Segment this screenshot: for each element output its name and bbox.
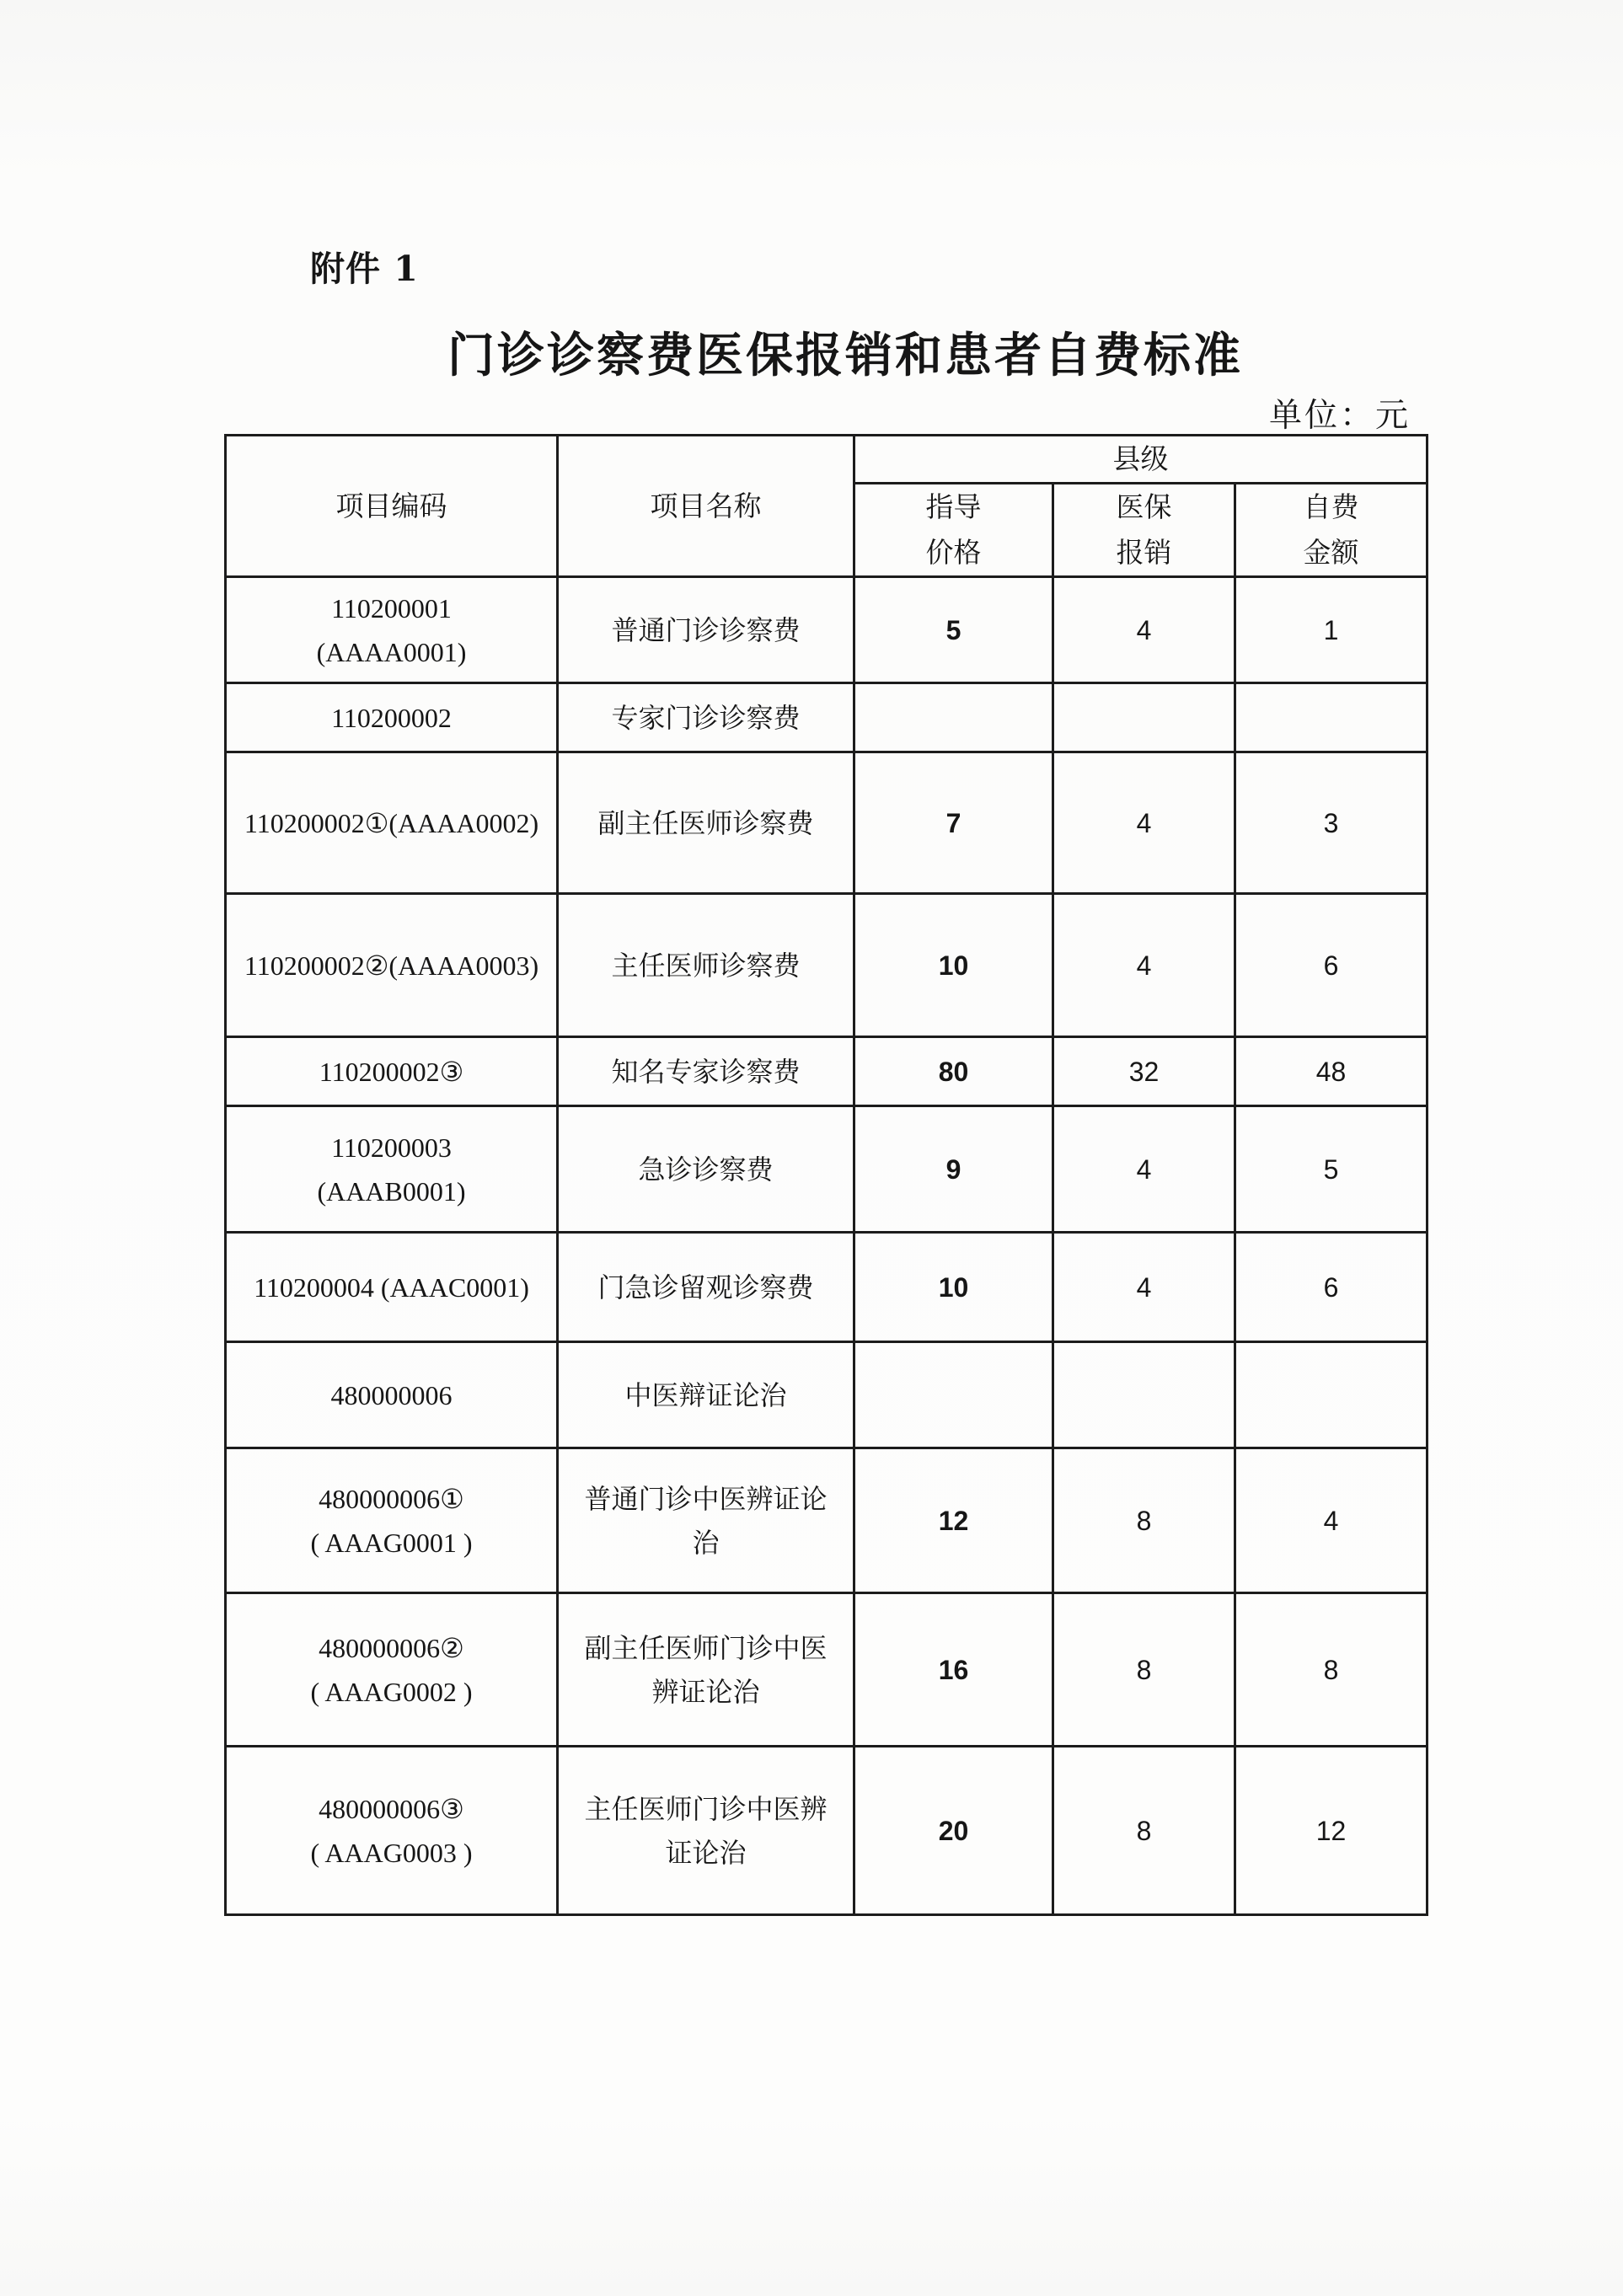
cell-name [558,1342,854,1448]
code-line: (AAAB0001) [317,1175,466,1207]
cell-insurance: 4 [1053,1233,1235,1342]
code-line: ( AAAG0001 ) [310,1527,473,1558]
header-line: 医保 [1116,490,1172,523]
name-line: 副主任医师诊察费 [597,806,814,839]
code-line: 110200002②(AAAA0003) [244,950,539,981]
cell-guide-price [854,1342,1053,1448]
cell-code [226,683,558,752]
cell-code [226,1106,558,1233]
code-line: 110200002①(AAAA0002) [244,807,539,838]
code-line: 110200001 [331,592,452,624]
cell-code [226,894,558,1037]
cell-code [226,577,558,683]
cell-self-pay [1235,1342,1427,1448]
cell-self-pay: 1 [1235,577,1427,683]
table-row [226,1342,1427,1448]
cell-guide-price: 80 [854,1037,1053,1106]
cell-self-pay [1235,683,1427,752]
cell-name [558,577,854,683]
cell-insurance: 4 [1053,1106,1235,1233]
code-line: ( AAAG0003 ) [310,1837,473,1868]
cell-code [226,1747,558,1915]
cell-self-pay: 6 [1235,894,1427,1037]
cell-code [226,752,558,894]
cell-insurance [1053,1342,1235,1448]
fee-standard-table [224,434,1428,1916]
cell-guide-price: 16 [854,1593,1053,1747]
table-row [226,1106,1427,1233]
column-header-code: 项目编码 [226,436,558,577]
name-line: 主任医师门诊中医辨 [584,1792,828,1825]
code-line: 110200002 [331,702,452,733]
cell-name [558,1106,854,1233]
column-header-county-level: 县级 [854,436,1427,484]
cell-guide-price: 20 [854,1747,1053,1915]
header-line: 指导 [925,490,982,523]
cell-insurance: 4 [1053,577,1235,683]
cell-guide-price: 7 [854,752,1053,894]
table-row [226,1233,1427,1342]
cell-name [558,1037,854,1106]
cell-self-pay: 6 [1235,1233,1427,1342]
table-row [226,683,1427,752]
column-header-insurance [1053,484,1235,577]
table-row [226,577,1427,683]
cell-guide-price: 5 [854,577,1053,683]
cell-guide-price: 12 [854,1448,1053,1593]
cell-code [226,1037,558,1106]
cell-insurance: 8 [1053,1448,1235,1593]
cell-guide-price [854,683,1053,752]
unit-label: 单位：元 [1269,397,1411,435]
name-line: 普通门诊诊察费 [611,613,801,646]
cell-name [558,1593,854,1747]
code-line: (AAAA0001) [316,636,467,667]
column-header-name: 项目名称 [558,436,854,577]
cell-insurance: 8 [1053,1747,1235,1915]
name-line: 门急诊留观诊察费 [597,1271,814,1303]
cell-code [226,1233,558,1342]
cell-insurance: 32 [1053,1037,1235,1106]
table-row [226,894,1427,1037]
name-line: 辨证论治 [651,1675,760,1708]
cell-self-pay: 4 [1235,1448,1427,1593]
table-row [226,1448,1427,1593]
cell-guide-price: 10 [854,894,1053,1037]
header-line: 价格 [925,536,982,569]
header-line: 金额 [1303,536,1359,569]
cell-guide-price: 9 [854,1106,1053,1233]
header-line: 自费 [1303,490,1359,523]
cell-guide-price: 10 [854,1233,1053,1342]
cell-name [558,752,854,894]
column-header-self-pay [1235,484,1427,577]
cell-insurance [1053,683,1235,752]
cell-name [558,1747,854,1915]
code-line: 480000006③ [319,1793,464,1824]
cell-name [558,894,854,1037]
cell-name [558,1448,854,1593]
cell-code [226,1593,558,1747]
cell-self-pay: 12 [1235,1747,1427,1915]
header-line: 报销 [1116,536,1172,569]
cell-insurance: 4 [1053,894,1235,1037]
cell-self-pay: 3 [1235,752,1427,894]
cell-self-pay: 8 [1235,1593,1427,1747]
code-line: 110200004 (AAAC0001) [254,1271,529,1303]
code-line: 480000006 [330,1379,453,1410]
table-row [226,1747,1427,1915]
code-line: 480000006② [319,1632,464,1663]
cell-name [558,683,854,752]
cell-name [558,1233,854,1342]
cell-insurance: 8 [1053,1593,1235,1747]
cell-insurance: 4 [1053,752,1235,894]
name-line: 治 [692,1526,720,1559]
cell-self-pay: 5 [1235,1106,1427,1233]
code-line: 480000006① [319,1483,464,1514]
name-line: 普通门诊中医辨证论 [584,1482,828,1515]
code-line: ( AAAG0002 ) [310,1676,473,1707]
table-row [226,1037,1427,1106]
name-line: 证论治 [665,1836,747,1869]
table-row [226,752,1427,894]
name-line: 副主任医师门诊中医 [584,1631,828,1664]
name-line: 中医辩证论治 [624,1378,787,1411]
name-line: 专家门诊诊察费 [611,701,801,734]
cell-code [226,1342,558,1448]
column-header-guide-price [854,484,1053,577]
name-line: 知名专家诊察费 [611,1055,801,1088]
table-row [226,1593,1427,1747]
code-line: 110200003 [331,1132,452,1163]
code-line: 110200002③ [319,1056,464,1087]
cell-self-pay: 48 [1235,1037,1427,1106]
cell-code [226,1448,558,1593]
name-line: 急诊诊察费 [638,1153,774,1185]
attachment-label: 附件 1 [310,249,419,289]
document-title: 门诊诊察费医保报销和患者自费标准 [447,328,1243,383]
name-line: 主任医师诊察费 [611,949,801,982]
